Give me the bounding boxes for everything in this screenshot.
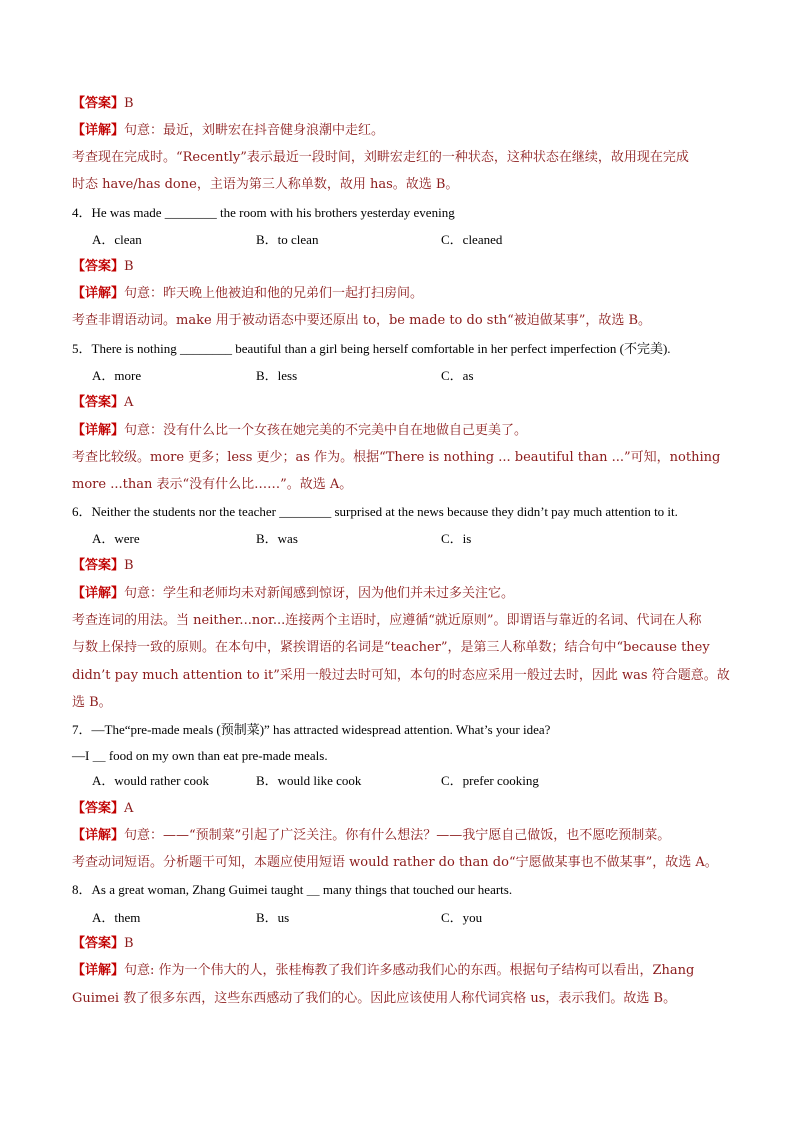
- detail-text: 时态 have/has done，主语为第三人称单数，故用 has。故选 B。: [72, 177, 459, 192]
- option-b: B．would like cook: [256, 773, 362, 788]
- option-c: C．you: [441, 910, 483, 925]
- answer-tag: 【答案】: [72, 801, 125, 816]
- detail-text: 句意: 作为一个伟大的人，张桂梅教了我们许多感动我们心的东西。根据句子结构可以看出，Zhang: [124, 963, 695, 978]
- option-c: C．prefer cooking: [441, 773, 539, 788]
- detail-line: [72, 828, 670, 844]
- detail-text: 考查现在完成时。“Recently”表示最近一段时间，刘畊宏走红的一种状态，这种状态在继续，故用现在完成: [72, 150, 689, 165]
- answer-line: [72, 801, 133, 817]
- question-stem: 6．Neither the students nor the teacher ________ surprised at the news because they didn’t pay much attention to it.: [72, 504, 678, 519]
- answer-value: A: [124, 395, 134, 410]
- option-a: A．more: [92, 368, 142, 383]
- detail-text: 句意：学生和老师均未对新闻感到惊讶，因为他们并未过多关注它。: [124, 586, 515, 601]
- detail-text: 句意：——“预制菜”引起了广泛关注。你有什么想法？——我宁愿自己做饭，也不愿吃预制菜。: [124, 828, 671, 843]
- detail-text: 选 B。: [72, 695, 112, 710]
- detail-text: 句意：最近，刘畊宏在抖音健身浪潮中走红。: [124, 123, 385, 138]
- detail-tag: 【详解】: [72, 423, 125, 438]
- detail-tag: 【详解】: [72, 963, 125, 978]
- question-stem: 4．He was made ________ the room with his brothers yesterday evening: [72, 205, 455, 220]
- question-stem: 8．As a great woman, Zhang Guimei taught ＿ many things that touched our hearts.: [72, 882, 513, 897]
- detail-line: [72, 586, 514, 602]
- answer-tag: 【答案】: [72, 96, 125, 111]
- detail-tag: 【详解】: [72, 123, 125, 138]
- detail-text: 考查比较级。more 更多；less 更少；as 作为。根据“There is nothing ... beautiful than ...”可知，nothing: [72, 450, 721, 465]
- question-stem: 5．There is nothing ________ beautiful than a girl being herself comfortable in her perfect imperfection (不完美).: [72, 341, 671, 356]
- option-a: A．were: [92, 531, 140, 546]
- detail-text: 句意：没有什么比一个女孩在她完美的不完美中自在地做自己更美了。: [124, 423, 528, 438]
- detail-text: 考查动词短语。分析题干可知，本题应使用短语 would rather do than do“宁愿做某事也不做某事”，故选 A。: [72, 855, 718, 870]
- question-stem: 7．—The“pre-made meals (预制菜)” has attracted widespread attention. What’s your idea?: [72, 722, 551, 737]
- detail-text: 考查非谓语动词。make 用于被动语态中要还原出 to，be made to do sth“被迫做某事”，故选 B。: [72, 313, 652, 328]
- answer-line: [72, 395, 133, 411]
- detail-line: [72, 423, 527, 439]
- detail-line: [72, 123, 384, 139]
- option-b: B．us: [256, 910, 290, 925]
- answer-tag: 【答案】: [72, 259, 125, 274]
- option-c: C．as: [441, 368, 474, 383]
- detail-tag: 【详解】: [72, 828, 125, 843]
- option-b: B．was: [256, 531, 298, 546]
- answer-value: A: [124, 801, 134, 816]
- detail-text: Guimei 教了很多东西，这些东西感动了我们的心。因此应该使用人称代词宾格 us，表示我们。故选 B。: [72, 991, 677, 1006]
- option-c: C．is: [441, 531, 472, 546]
- answer-value: B: [124, 936, 134, 951]
- detail-text: 与数上保持一致的原则。在本句中，紧挨谓语的名词是“teacher”，是第三人称单数；结合句中“because they: [72, 640, 710, 655]
- answer-value: B: [124, 259, 134, 274]
- detail-text: more ...than 表示“没有什么比……”。故选 A。: [72, 477, 353, 492]
- answer-line: [72, 96, 134, 112]
- detail-text: 考查连词的用法。当 neither...nor...连接两个主语时，应遵循“就近原则”。即谓语与靠近的名词、代词在人称: [72, 613, 702, 628]
- question-stem: —I ＿ food on my own than eat pre-made meals.: [72, 748, 328, 763]
- option-a: A．clean: [92, 232, 142, 247]
- option-b: B．to clean: [256, 232, 319, 247]
- detail-line: [72, 963, 694, 979]
- detail-line: [72, 286, 423, 302]
- answer-value: B: [124, 96, 134, 111]
- detail-text: 句意：昨天晚上他被迫和他的兄弟们一起打扫房间。: [124, 286, 424, 301]
- option-a: A．them: [92, 910, 141, 925]
- detail-tag: 【详解】: [72, 286, 125, 301]
- option-b: B．less: [256, 368, 298, 383]
- option-a: A．would rather cook: [92, 773, 209, 788]
- detail-text: didn’t pay much attention to it”采用一般过去时可知，本句的时态应采用一般过去时，因此 was 符合题意。故: [72, 668, 730, 683]
- answer-tag: 【答案】: [72, 558, 125, 573]
- answer-line: [72, 259, 134, 275]
- answer-line: [72, 936, 134, 952]
- option-c: C．cleaned: [441, 232, 503, 247]
- answer-tag: 【答案】: [72, 395, 125, 410]
- answer-value: B: [124, 558, 134, 573]
- answer-tag: 【答案】: [72, 936, 125, 951]
- detail-tag: 【详解】: [72, 586, 125, 601]
- answer-line: [72, 558, 134, 574]
